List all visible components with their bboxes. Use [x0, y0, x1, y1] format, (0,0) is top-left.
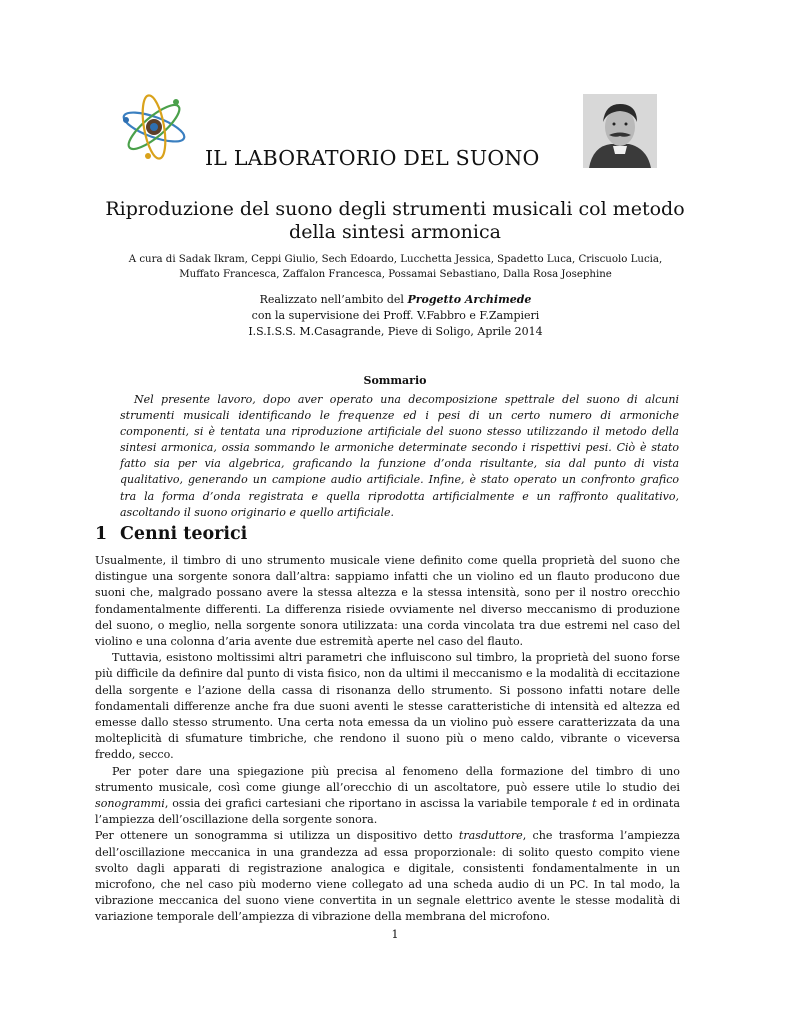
abstract-title: Sommario — [363, 374, 427, 387]
page-number: 1 — [391, 928, 399, 941]
section-body — [95, 553, 680, 926]
emphasis: trasduttore — [458, 829, 523, 843]
portrait-image — [583, 94, 657, 168]
section-number: 1 — [95, 524, 108, 544]
credits-prefix: Realizzato nell’ambito del — [259, 293, 408, 306]
project-name: Progetto Archimede — [407, 293, 532, 306]
paragraph: Tuttavia, esistono moltissimi altri parametri che influiscono sul timbro, la proprietà del suono forse più difficile da definire dal punto di vista fisico, non da ultimi il meccanismo e la modalità di eccitazione della sorgente e l’azione della cassa di risonanza dello strumento. Si possono infatti notare delle fondamentali differenze anche fra due suoni aventi le stesse caratteristiche di intensità ed altezza ed emesse dallo stesso strumento. Una certa nota emessa da un violino può essere caratterizzata da una molteplicità di sfumature timbriche, che rendono il suono più o meno caldo, vibrante o viceversa freddo, secco. — [95, 651, 680, 762]
atom-logo-icon — [118, 92, 190, 162]
supervision: con la supervisione dei Proff. V.Fabbro e F.Zampieri — [251, 309, 540, 322]
lab-title: IL LABORATORIO DEL SUONO — [205, 146, 540, 170]
credits — [150, 292, 641, 340]
section-heading — [95, 524, 247, 544]
paragraph: Per poter dare una spiegazione più precisa al fenomeno della formazione del timbro di uno strumento musicale, così come giunge all’orecchio di un ascoltatore, può essere utile lo studio dei sonogrammi, ossia dei grafici cartesiani che riportano in ascissa la variabile temporale t ed in ordinata l’ampiezza dell’oscillazione della sorgente sonora. — [95, 764, 680, 827]
section-title: Cenni teorici — [120, 524, 248, 544]
authors: A cura di Sadak Ikram, Ceppi Giulio, Sech Edoardo, Lucchetta Jessica, Spadetto Luca, Criscuolo Lucia, Muffato Francesca, Zaffalon Francesca, Possamai Sebastiano, Dalla Rosa Josephine — [128, 254, 663, 280]
paragraph: Usualmente, il timbro di uno strumento musicale viene definito come quella proprietà del suono che distingue una sorgente sonora dall’altra: sappiamo infatti che un violino ed un flauto producono due suoni che, malgrado possano avere la stessa altezza e la stessa intensità, sono per il nostro orecchio fondamentalmente differenti. La differenza risiede ovviamente nel diverso meccanismo di produzione del suono, o meglio, nella sorgente sonora utilizzata: una corda vincolata tra due estremi nel caso del violino e una colonna d’aria avente due estremità aperte nel caso del flauto. — [95, 554, 680, 649]
paper-title: Riproduzione del suono degli strumenti musicali col metodo della sintesi armonica — [105, 198, 685, 243]
math-variable: t — [592, 797, 597, 811]
abstract-text: Nel presente lavoro, dopo aver operato una decomposizione spettrale del suono di alcuni strumenti musicali identificando le frequenze ed i pesi di un certo numero di armoniche componenti, si è tentata una riproduzione artificiale del suono stesso utilizzando il metodo della sintesi armonica, ossia sommando le armoniche determinate secondo i rispettivi pesi. Ciò è stato fatto sia per via algebrica, graficando la funzione d’onda risultante, sia dal punto di vista qualitativo, generando un campione audio artificiale. Infine, è stato operato un confronto grafico tra la forma d’onda registrata e quella riprodotta artificialmente e un raffronto qualitativo, ascoltando il suono originario e quello artificiale. — [120, 393, 679, 519]
paragraph: Per ottenere un sonogramma si utilizza un dispositivo detto trasduttore, che trasforma l’ampiezza dell’oscillazione meccanica in una grandezza ad essa proporzionale: di solito questo compito viene svolto dagli apparati di registrazione analogica e digitale, consistenti fondamentalmente in un microfono, che nel caso più moderno viene collegato ad una scheda audio di un PC. In tal modo, la vibrazione meccanica del suono viene convertita in un segnale elettrico avente le stesse modalità di variazione temporale dell’ampiezza di vibrazione della membrana del microfono. — [95, 829, 680, 924]
institution: I.S.I.S.S. M.Casagrande, Pieve di Soligo, Aprile 2014 — [248, 325, 543, 338]
emphasis: sonogrammi — [95, 797, 165, 811]
